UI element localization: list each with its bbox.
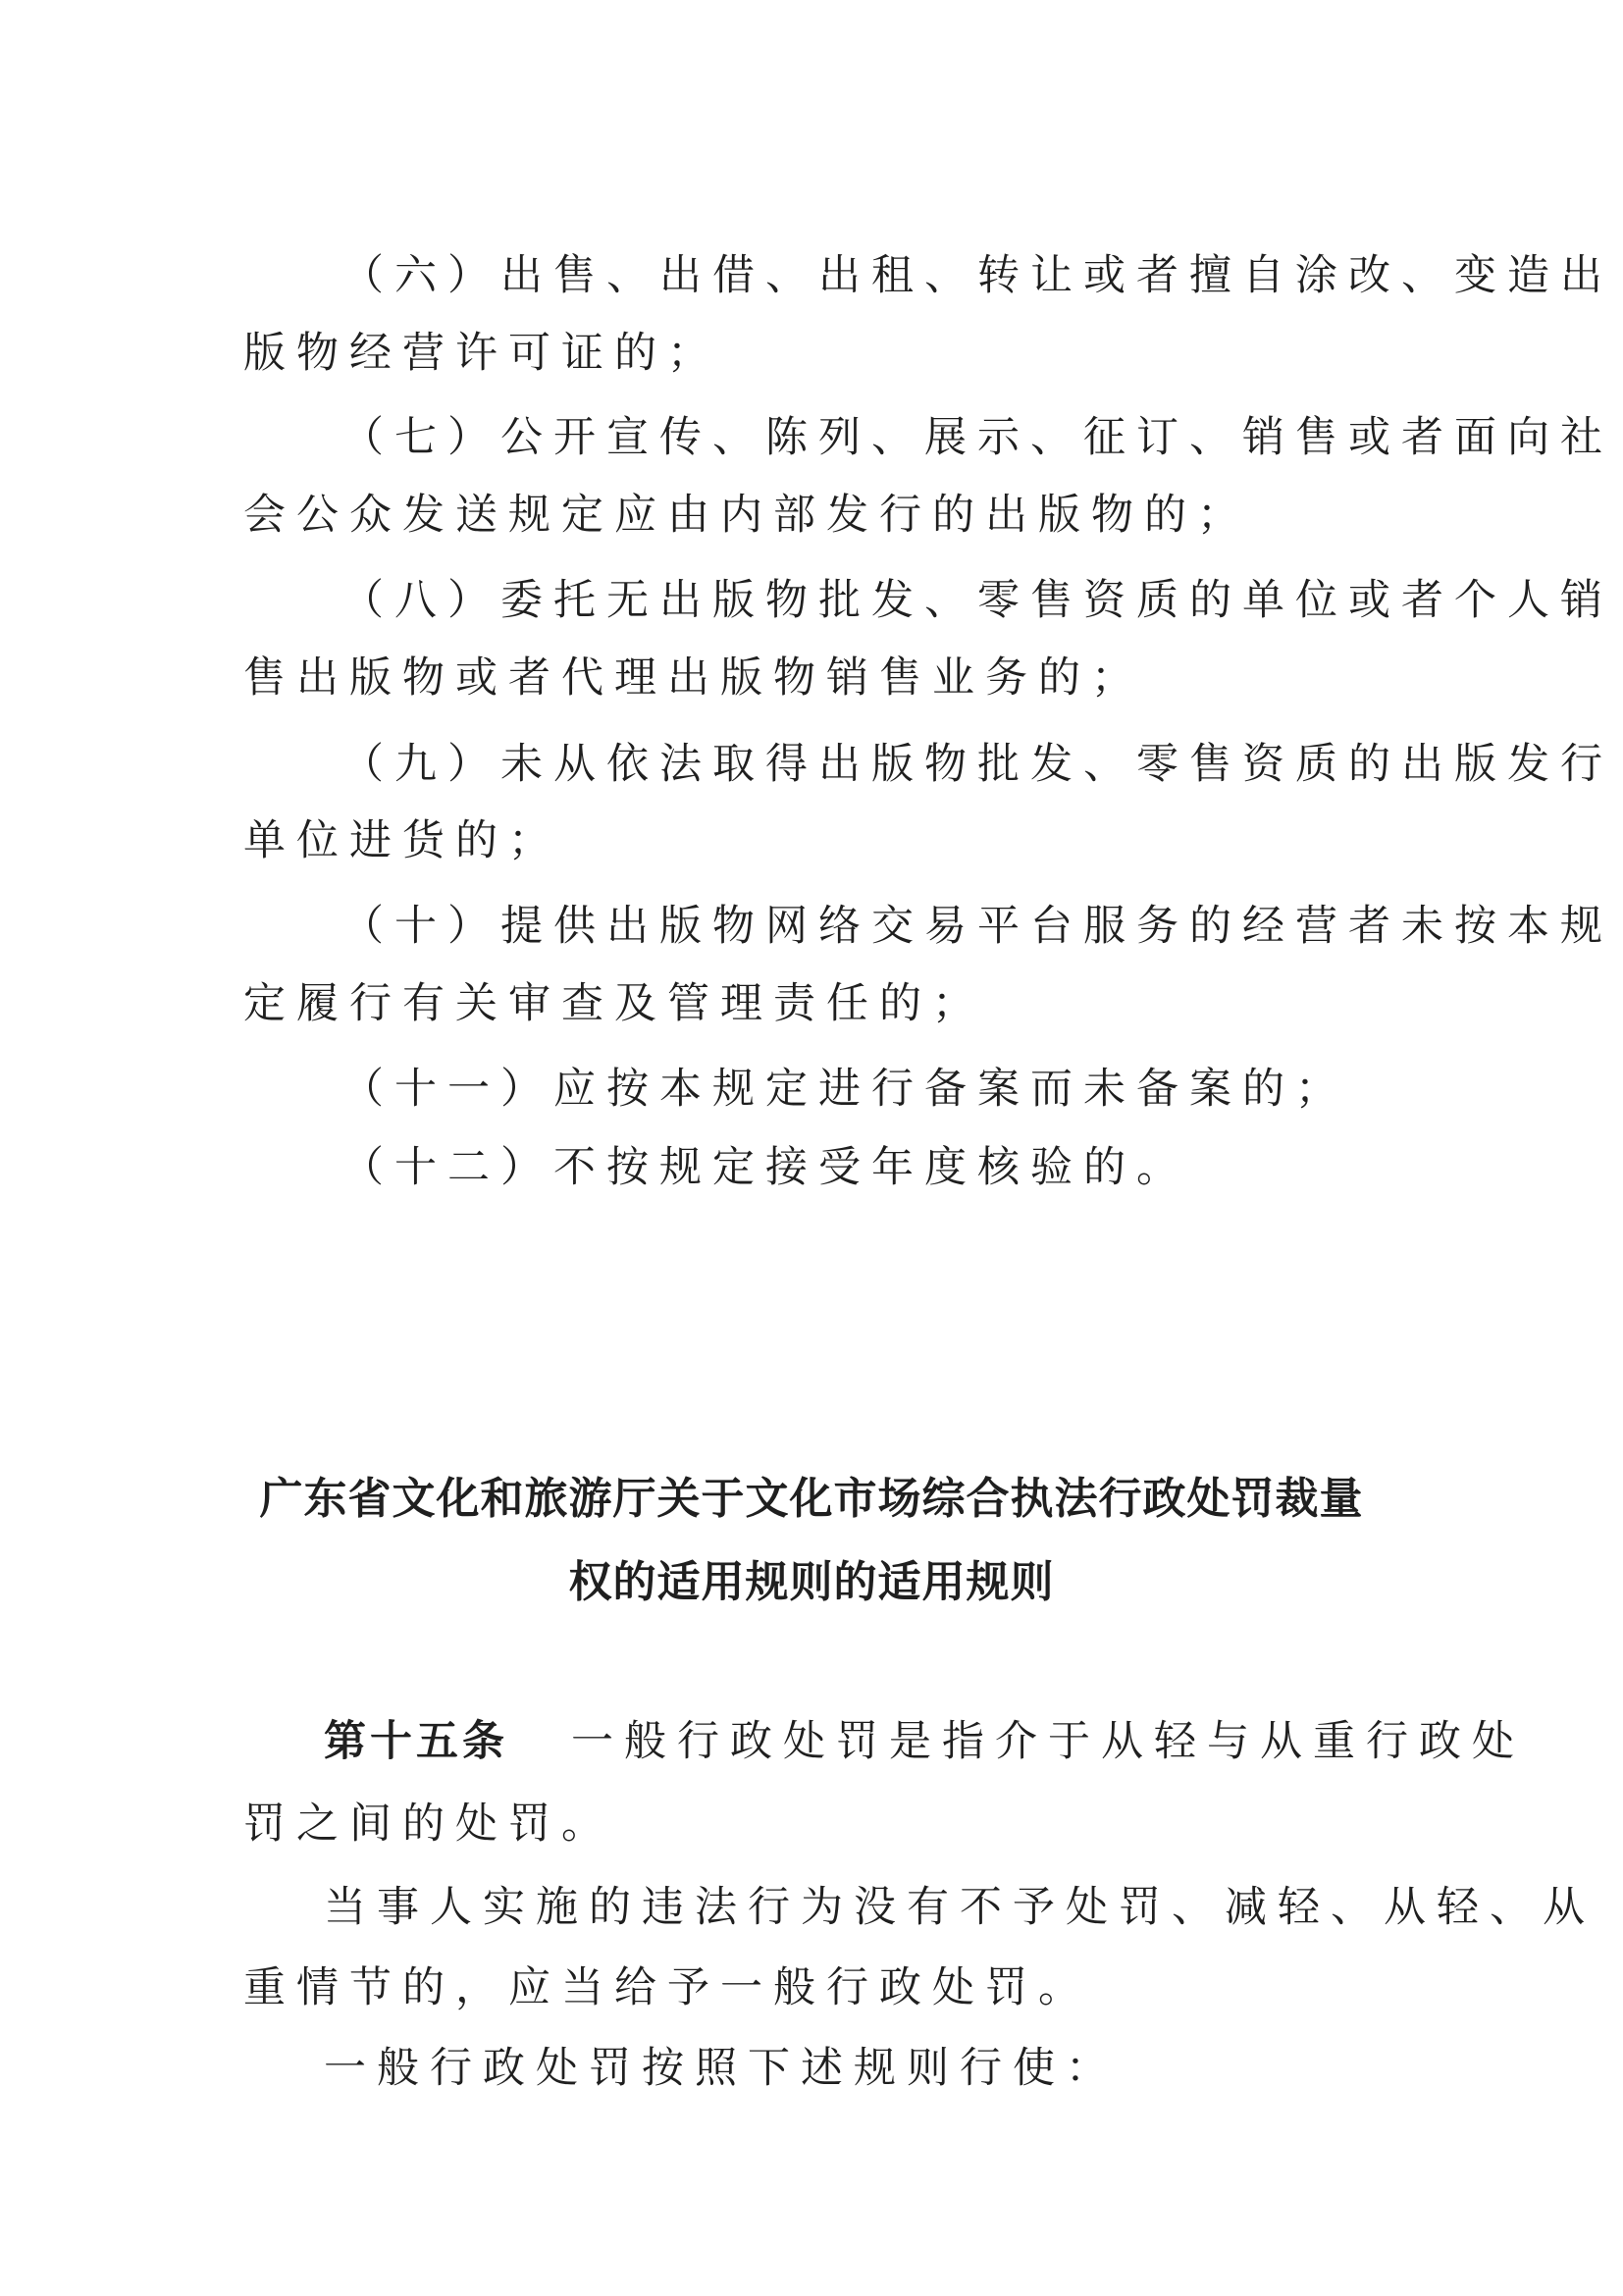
item-11-line-1: （十一）应按本规定进行备案而未备案的；	[341, 1065, 1348, 1114]
item-9-line-1: （九）未从依法取得出版物批发、零售资质的出版发行	[341, 740, 1613, 789]
item-7-line-2: 会公众发送规定应由内部发行的出版物的；	[243, 491, 1250, 540]
item-10-line-2: 定履行有关审查及管理责任的；	[243, 979, 985, 1028]
article-15-p2-line-2: 重情节的，应当给予一般行政处罚。	[243, 1963, 1091, 2012]
item-10-line-1: （十）提供出版物网络交易平台服务的经营者未按本规	[341, 902, 1613, 951]
article-15-line-2: 罚之间的处罚。	[243, 1800, 614, 1849]
article-15-p3-line-1: 一般行政处罚按照下述规则行使：	[324, 2044, 1119, 2093]
item-7-line-1: （七）公开宣传、陈列、展示、征订、销售或者面向社	[341, 413, 1613, 462]
item-8-line-1: （八）委托无出版物批发、零售资质的单位或者个人销	[341, 576, 1613, 625]
document-title-line-1: 广东省文化和旅游厅关于文化市场综合执法行政处罚裁量	[259, 1474, 1364, 1524]
item-6-line-2: 版物经营许可证的；	[243, 329, 720, 378]
item-9-line-2: 单位进货的；	[243, 816, 561, 865]
article-15-p2-line-1: 当事人实施的违法行为没有不予处罚、减轻、从轻、从	[324, 1883, 1596, 1932]
article-15-text: 一般行政处罚是指介于从轻与从重行政处	[571, 1717, 1525, 1766]
item-8-line-2: 售出版物或者代理出版物销售业务的；	[243, 653, 1144, 703]
item-12-line-1: （十二）不按规定接受年度核验的。	[341, 1143, 1189, 1192]
article-15-first-line	[324, 1714, 1525, 1769]
document-title-line-2: 权的适用规则的适用规则	[568, 1557, 1055, 1607]
article-label: 第十五条	[324, 1717, 508, 1766]
item-6-line-1: （六）出售、出借、出租、转让或者擅自涂改、变造出	[341, 251, 1613, 300]
